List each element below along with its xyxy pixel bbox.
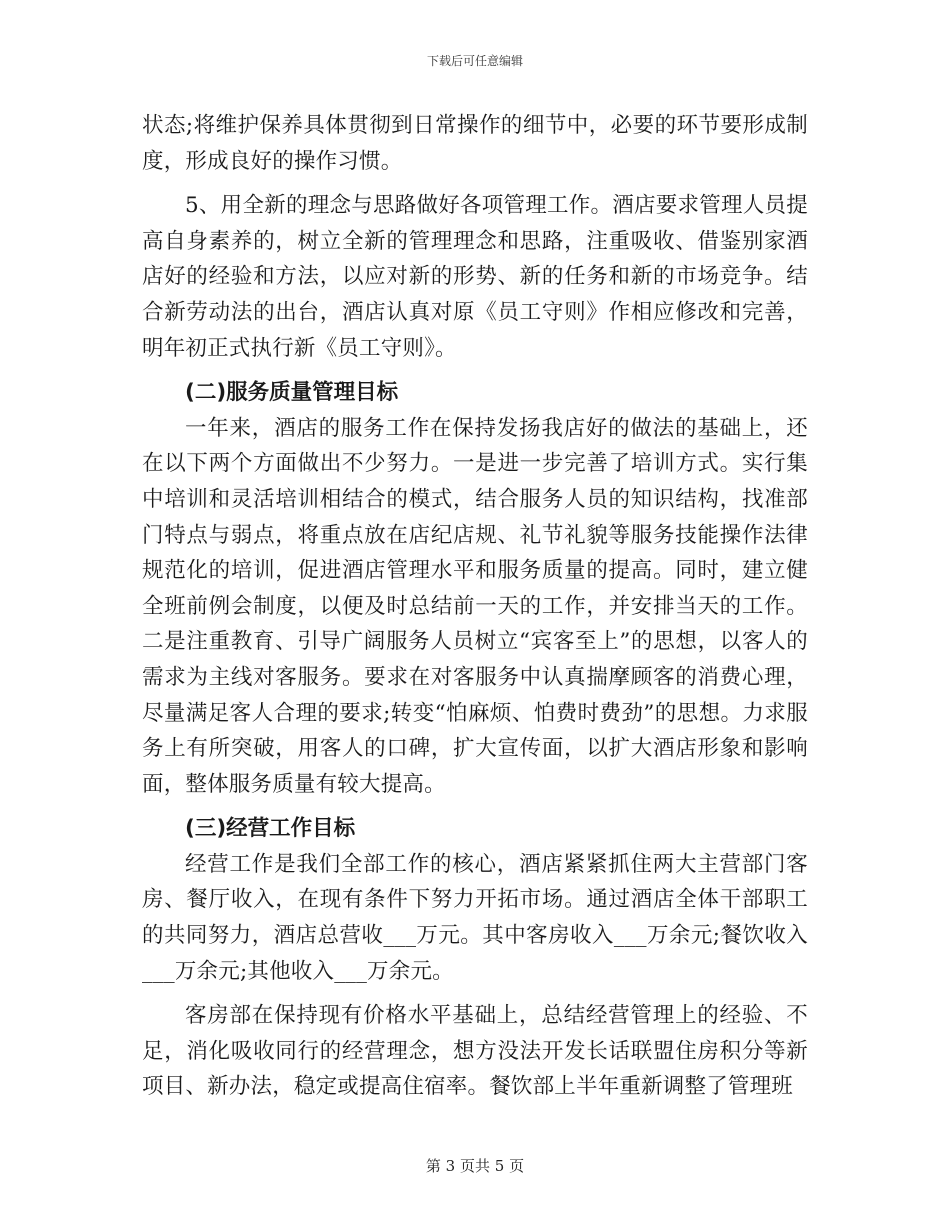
section-heading-service-quality: (二)服务质量管理目标 (185, 380, 399, 406)
section-heading-business: (三)经营工作目标 (185, 816, 356, 842)
paragraph-service-quality: 一年来，酒店的服务工作在保持发扬我店好的做法的基础上，还在以下两个方面做出不少努力。一是进一步完善了培训方式。实行集中培训和灵活培训相结合的模式，结合服务人员的知识结构，找准部门特点与弱点，将重点放在店纪店规、礼节礼貌等服务技能操作法律规范化的培训，促进酒店管理水平和服务质量的提高。同时，建立健全班前例会制度，以便及时总结前一天的工作，并安排当天的工作。二是注重教育、引导广阔服务人员树立“宾客至上”的思想，以客人的需求为主线对客服务。要求在对客服务中认真揣摩顾客的消费心理，尽量满足客人合理的要求;转变“怕麻烦、怕费时费劲”的思想。力求服务上有所突破，用客人的口碑，扩大宣传面，以扩大酒店形象和影响面，整体服务质量有较大提高。 (142, 415, 808, 797)
page-footer: 第 3 页共 5 页 (425, 1157, 525, 1175)
paragraph-continuation: 状态;将维护保养具体贯彻到日常操作的细节中，必要的环节要形成制度，形成良好的操作习惯。 (142, 113, 808, 174)
page-header: 下载后可任意编辑 (426, 54, 523, 68)
paragraph-rooms-dept: 客房部在保持现有价格水平基础上，总结经营管理上的经验、不足，消化吸收同行的经营理念，想方没法开发长话联盟住房积分等新项目、新办法，稳定或提高住宿率。餐饮部上半年重新调整了管理班 (142, 1003, 808, 1100)
paragraph-business: 经营工作是我们全部工作的核心，酒店紧紧抓住两大主营部门客房、餐厅收入，在现有条件下努力开拓市场。通过酒店全体干部职工的共同努力，酒店总营收___万元。其中客房收入___万余元;餐饮收入___万余元;其他收入___万余元。 (142, 851, 808, 984)
document-body (142, 108, 808, 1105)
paragraph-item-5: 5、用全新的理念与思路做好各项管理工作。酒店要求管理人员提高自身素养的，树立全新的管理理念和思路，注重吸收、借鉴别家酒店好的经验和方法，以应对新的形势、新的任务和新的市场竞争。结合新劳动法的出台，酒店认真对原《员工守则》作相应修改和完善，明年初正式执行新《员工守则》。 (142, 193, 808, 361)
